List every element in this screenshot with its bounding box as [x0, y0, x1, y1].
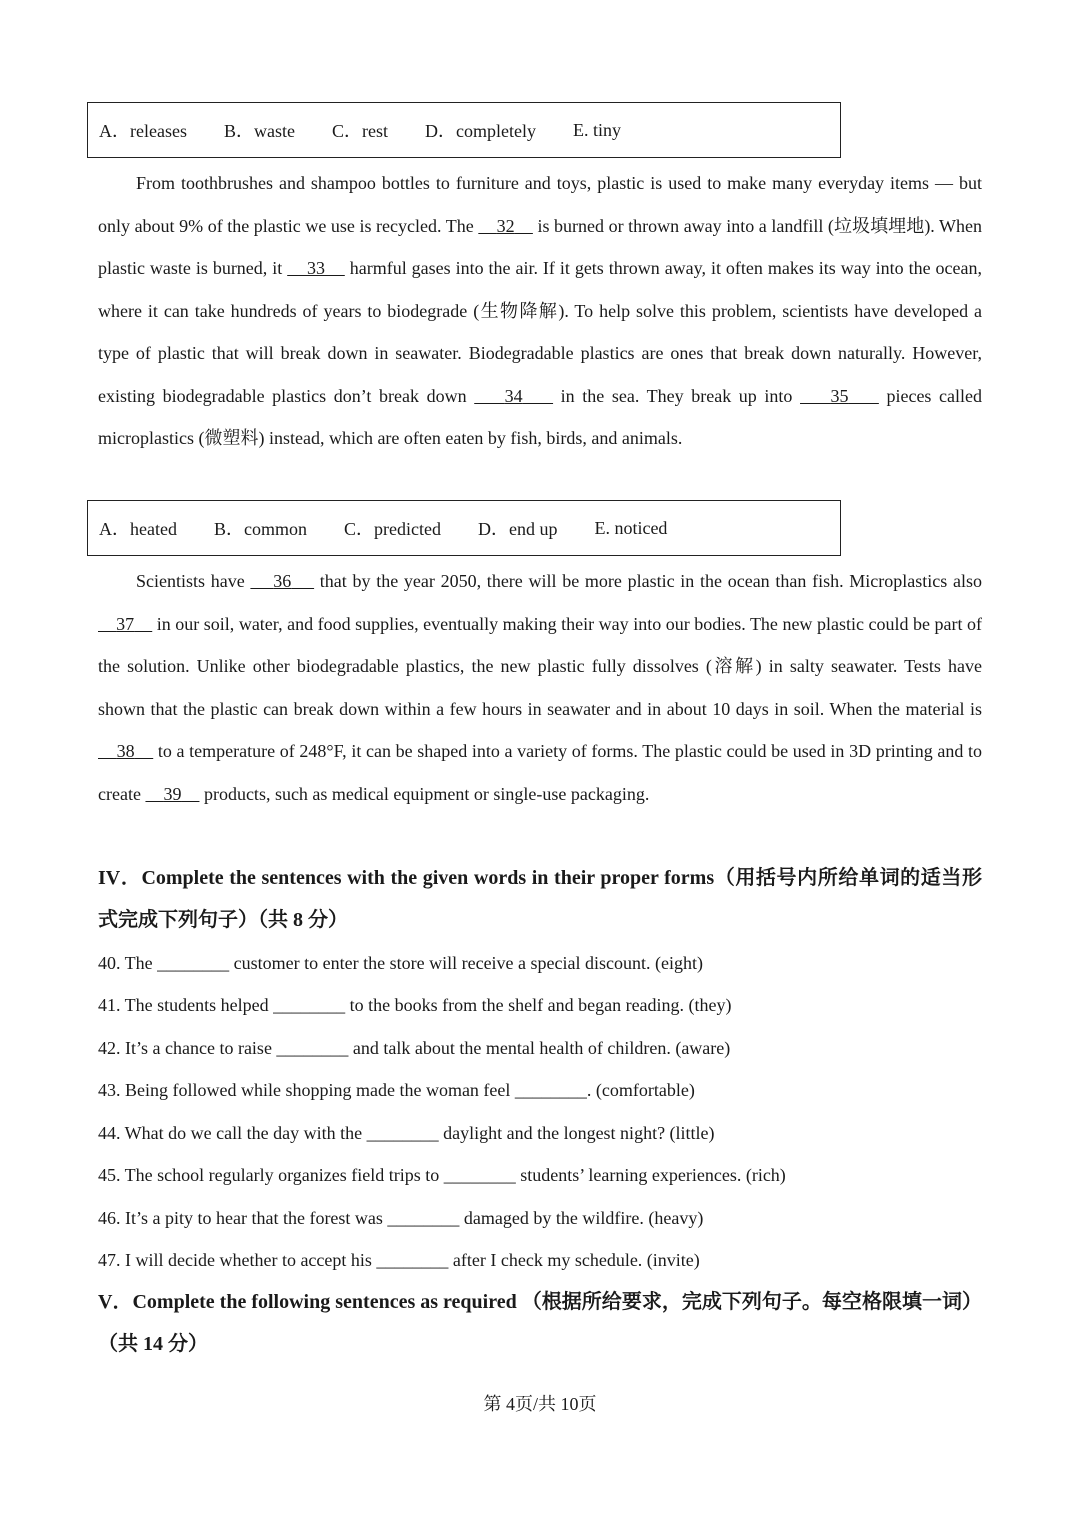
passage-text: pieces called microplastics (微塑料) instead, which are often eaten by fish, birds, and animals.: [98, 385, 983, 448]
option-c: C．predicted: [343, 519, 441, 539]
passage-text: products, such as medical equipment or single-use packaging.: [199, 783, 650, 804]
question-44: 44. What do we call the day with the ________ daylight and the longest night? (little): [98, 1123, 715, 1143]
blank-39[interactable]: [145, 784, 199, 804]
option-e: E. tiny: [572, 119, 621, 140]
blank-35[interactable]: [800, 386, 879, 406]
blank-37[interactable]: [98, 614, 152, 634]
blank-number: 37: [116, 613, 135, 634]
passage-text: is burned or thrown away into a landfill (垃圾填埋地). When plastic waste is burned, it: [98, 215, 983, 278]
blank-number: 36: [273, 571, 292, 591]
passage-text: harmful gases into the air. If it gets thrown away, it often makes its way into the ocean, where it can take hundreds of years to biodegrade (生物降解). To help solve this problem, scientists have developed a type of plastic that will break down in seawater. Biodegradable plastics are ones that break down naturally. However, existing biodegradable plastics don’t break down: [98, 258, 983, 406]
option-e: E. noticed: [594, 517, 668, 538]
blank-number: 32: [496, 215, 515, 236]
passage-text: in the sea. They break up into: [553, 385, 801, 406]
option-d: D．completely: [424, 121, 536, 141]
question-47: 47. I will decide whether to accept his ________ after I check my schedule. (invite): [98, 1250, 700, 1270]
section-4-heading: IV．Complete the sentences with the given words in their proper forms（用括号内所给单词的适当形式完成下列句子）（共 8 分）: [98, 867, 982, 931]
passage-text: in our soil, water, and food supplies, eventually making their way into our bodies. The new plastic could be part of the solution. Unlike other biodegradable plastics, the new plastic fully dissolves (溶解) in salty seawater. Tests have shown that the plastic can break down within a few hours in seawater and in about 10 days in soil. When the material is: [98, 613, 983, 719]
option-b: B．waste: [223, 121, 295, 141]
word-options-box-2: [87, 500, 841, 556]
passage-text: Scientists have: [136, 571, 251, 591]
word-options-box-1: [87, 102, 841, 158]
option-a: A．releases: [99, 121, 187, 141]
question-40: 40. The ________ customer to enter the store will receive a special discount. (eight): [98, 953, 703, 973]
option-d: D．end up: [477, 519, 558, 539]
blank-number: 39: [163, 783, 182, 804]
passage-text: From toothbrushes and shampoo bottles to furniture and toys, plastic is used to make many everyday items — but only about 9% of the plastic we use is recycled. The: [98, 173, 982, 236]
blank-32[interactable]: [478, 216, 533, 236]
blank-number: 35: [830, 385, 849, 406]
option-b: B．common: [213, 519, 307, 539]
question-43: 43. Being followed while shopping made the woman feel ________. (comfortable): [98, 1080, 695, 1100]
blank-number: 33: [307, 258, 325, 278]
question-45: 45. The school regularly organizes field trips to ________ students’ learning experiences. (rich): [98, 1165, 786, 1185]
passage-text: to a temperature of 248°F, it can be shaped into a variety of forms. The plastic could be used in 3D printing and to create: [98, 741, 983, 804]
passage-paragraph-1: [98, 162, 982, 460]
section-5-heading: V．Complete the following sentences as required （根据所给要求，完成下列句子。每空格限填一词）（共 14 分）: [98, 1291, 982, 1355]
question-46: 46. It’s a pity to hear that the forest was ________ damaged by the wildfire. (heavy): [98, 1208, 704, 1228]
question-41: 41. The students helped ________ to the books from the shelf and began reading. (they): [98, 995, 732, 1015]
question-42: 42. It’s a chance to raise ________ and talk about the mental health of children. (aware): [98, 1038, 731, 1058]
passage-text: that by the year 2050, there will be more plastic in the ocean than fish. Microplastics also: [314, 571, 982, 591]
option-c: C．rest: [331, 121, 388, 141]
blank-33[interactable]: [287, 258, 345, 278]
option-a: A．heated: [99, 519, 177, 539]
blank-38[interactable]: [98, 741, 153, 761]
blank-36[interactable]: [250, 571, 314, 591]
blank-34[interactable]: [474, 386, 553, 406]
blank-number: 38: [116, 741, 135, 761]
page-number: 第 4页/共 10页: [483, 1394, 597, 1414]
passage-paragraph-2: [98, 560, 982, 815]
blank-number: 34: [504, 385, 523, 406]
